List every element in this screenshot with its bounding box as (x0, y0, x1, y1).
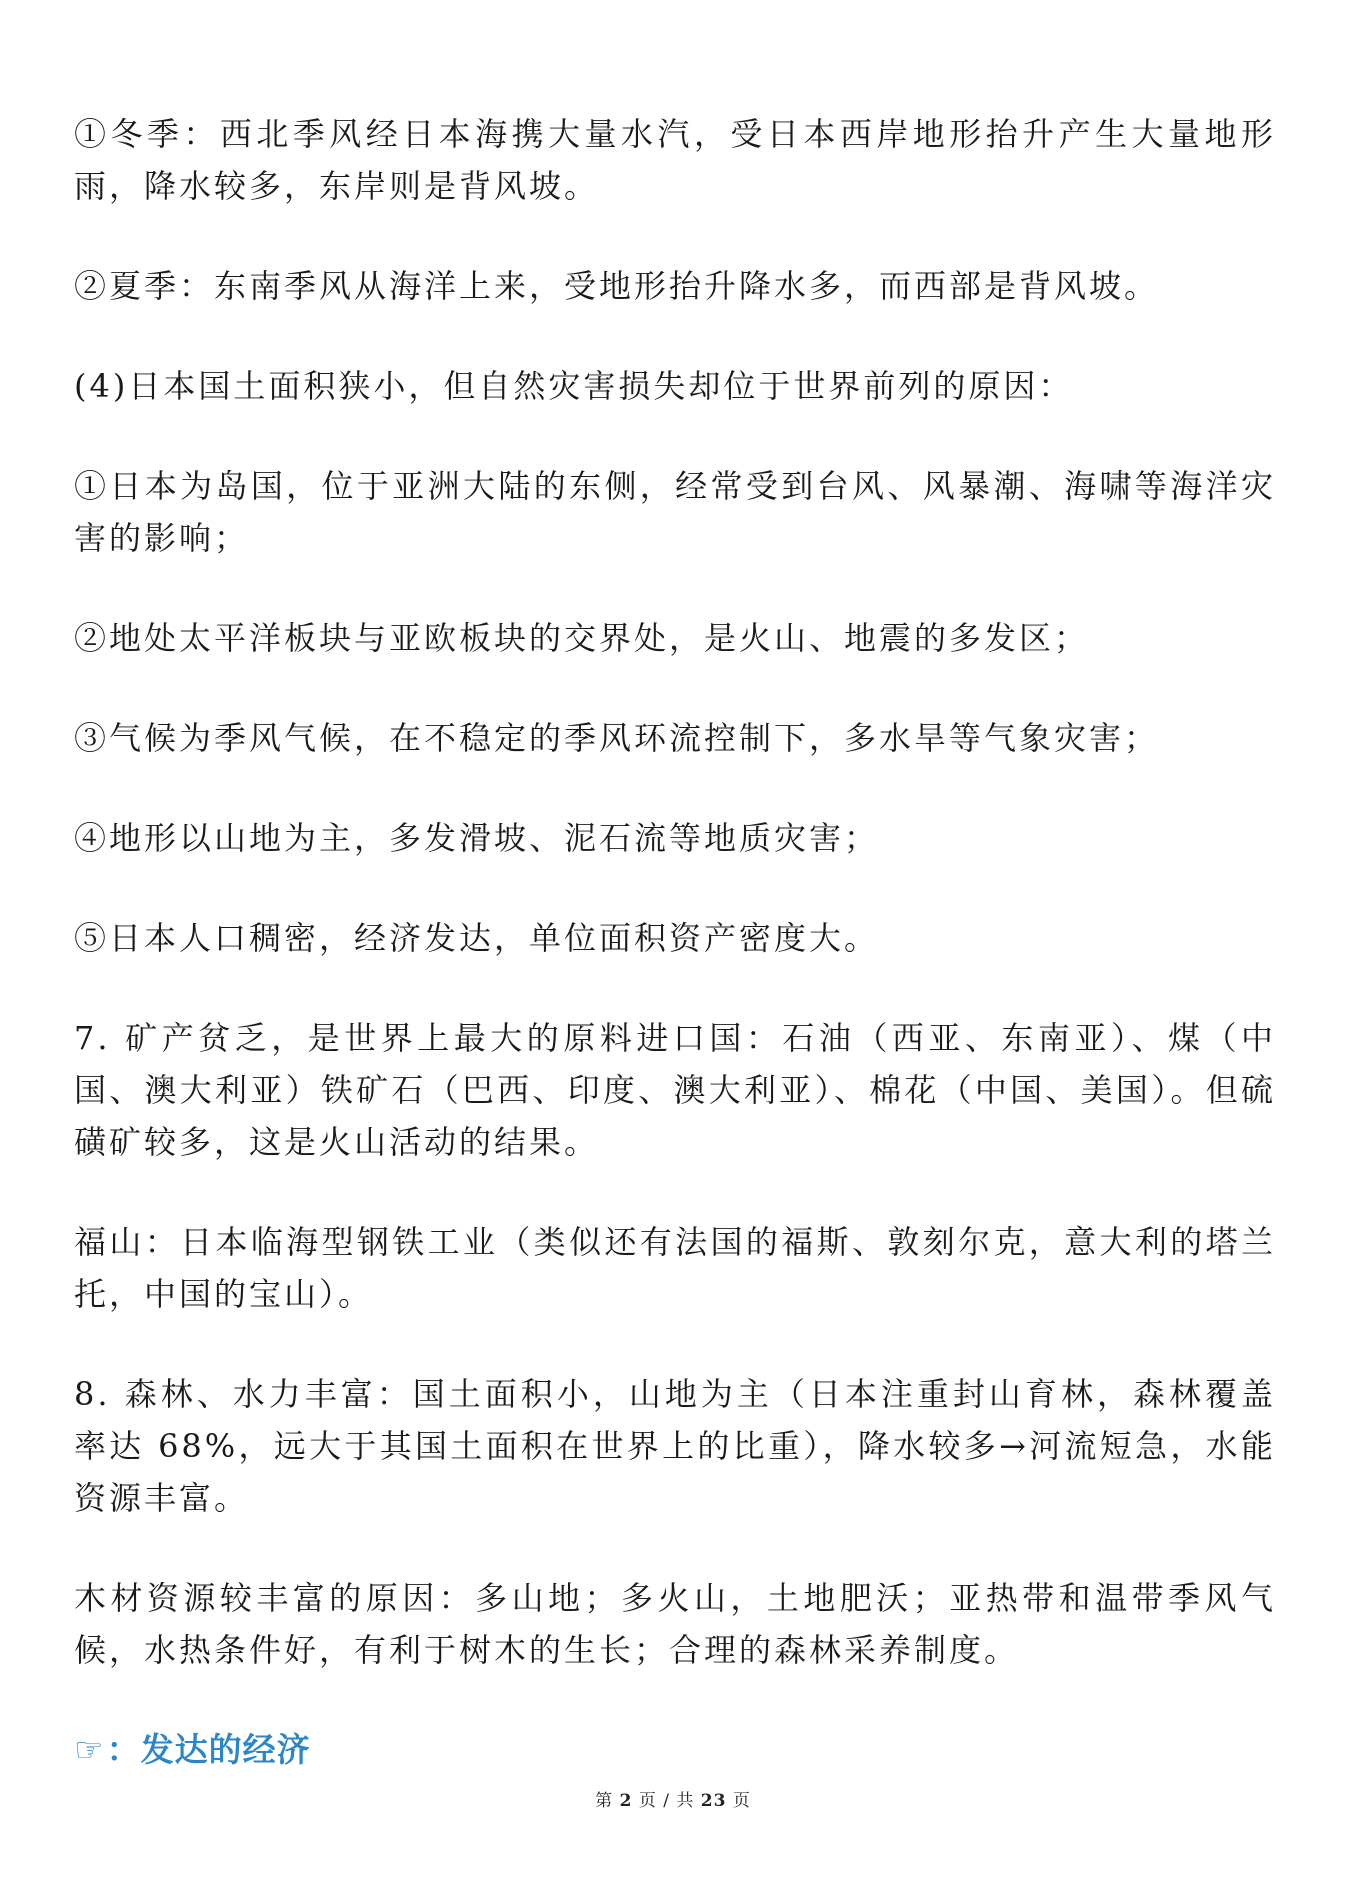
footer-page-number: 2 (619, 1791, 633, 1811)
paragraph-forest-water: 8. 森林、水力丰富：国土面积小，山地为主（日本注重封山育林，森林覆盖率达 68%，远大于其国土面积在世界上的比重），降水较多→河流短急，水能资源丰富。 (74, 1375, 1276, 1517)
paragraph-disaster-question: (4)日本国土面积狭小，但自然灾害损失却位于世界前列的原因： (74, 367, 1074, 405)
footer-prefix: 第 (595, 1791, 614, 1811)
footer-total-pages: 23 (700, 1791, 727, 1811)
paragraph-disaster-reason-1: ①日本为岛国，位于亚洲大陆的东侧，经常受到台风、风暴潮、海啸等海洋灾害的影响； (74, 467, 1276, 557)
paragraph-disaster-reason-4: ④地形以山地为主，多发滑坡、泥石流等地质灾害； (74, 819, 880, 857)
page-footer (0, 1786, 1346, 1811)
pointing-hand-icon: ☞ (74, 1730, 105, 1769)
paragraph-summer: ②夏季：东南季风从海洋上来，受地形抬升降水多，而西部是背风坡。 (74, 267, 1160, 305)
paragraph-disaster-reason-2: ②地处太平洋板块与亚欧板块的交界处，是火山、地震的多发区； (74, 619, 1090, 657)
paragraph-disaster-reason-3: ③气候为季风气候，在不稳定的季风环流控制下，多水旱等气象灾害； (74, 719, 1160, 757)
paragraph-fukuyama: 福山：日本临海型钢铁工业（类似还有法国的福斯、敦刻尔克，意大利的塔兰托，中国的宝山）。 (74, 1223, 1276, 1313)
footer-suffix: 页 (732, 1791, 751, 1811)
page-content (74, 108, 1276, 1776)
paragraph-winter: ①冬季：西北季风经日本海携大量水汽，受日本西岸地形抬升产生大量地形雨，降水较多，东岸则是背风坡。 (74, 115, 1276, 205)
section-heading-text: ：发达的经济 (106, 1730, 311, 1769)
paragraph-mineral-resources: 7. 矿产贫乏，是世界上最大的原料进口国：石油（西亚、东南亚）、煤（中国、澳大利亚）铁矿石（巴西、印度、澳大利亚）、棉花（中国、美国）。但硫磺矿较多，这是火山活动的结果。 (74, 1019, 1276, 1161)
paragraph-disaster-reason-5: ⑤日本人口稠密，经济发达，单位面积资产密度大。 (74, 919, 880, 957)
footer-middle: 页 / 共 (638, 1791, 695, 1811)
paragraph-timber: 木材资源较丰富的原因：多山地；多火山，土地肥沃；亚热带和温带季风气候，水热条件好，有利于树木的生长；合理的森林采养制度。 (74, 1579, 1276, 1669)
section-heading-economy (74, 1724, 1276, 1776)
